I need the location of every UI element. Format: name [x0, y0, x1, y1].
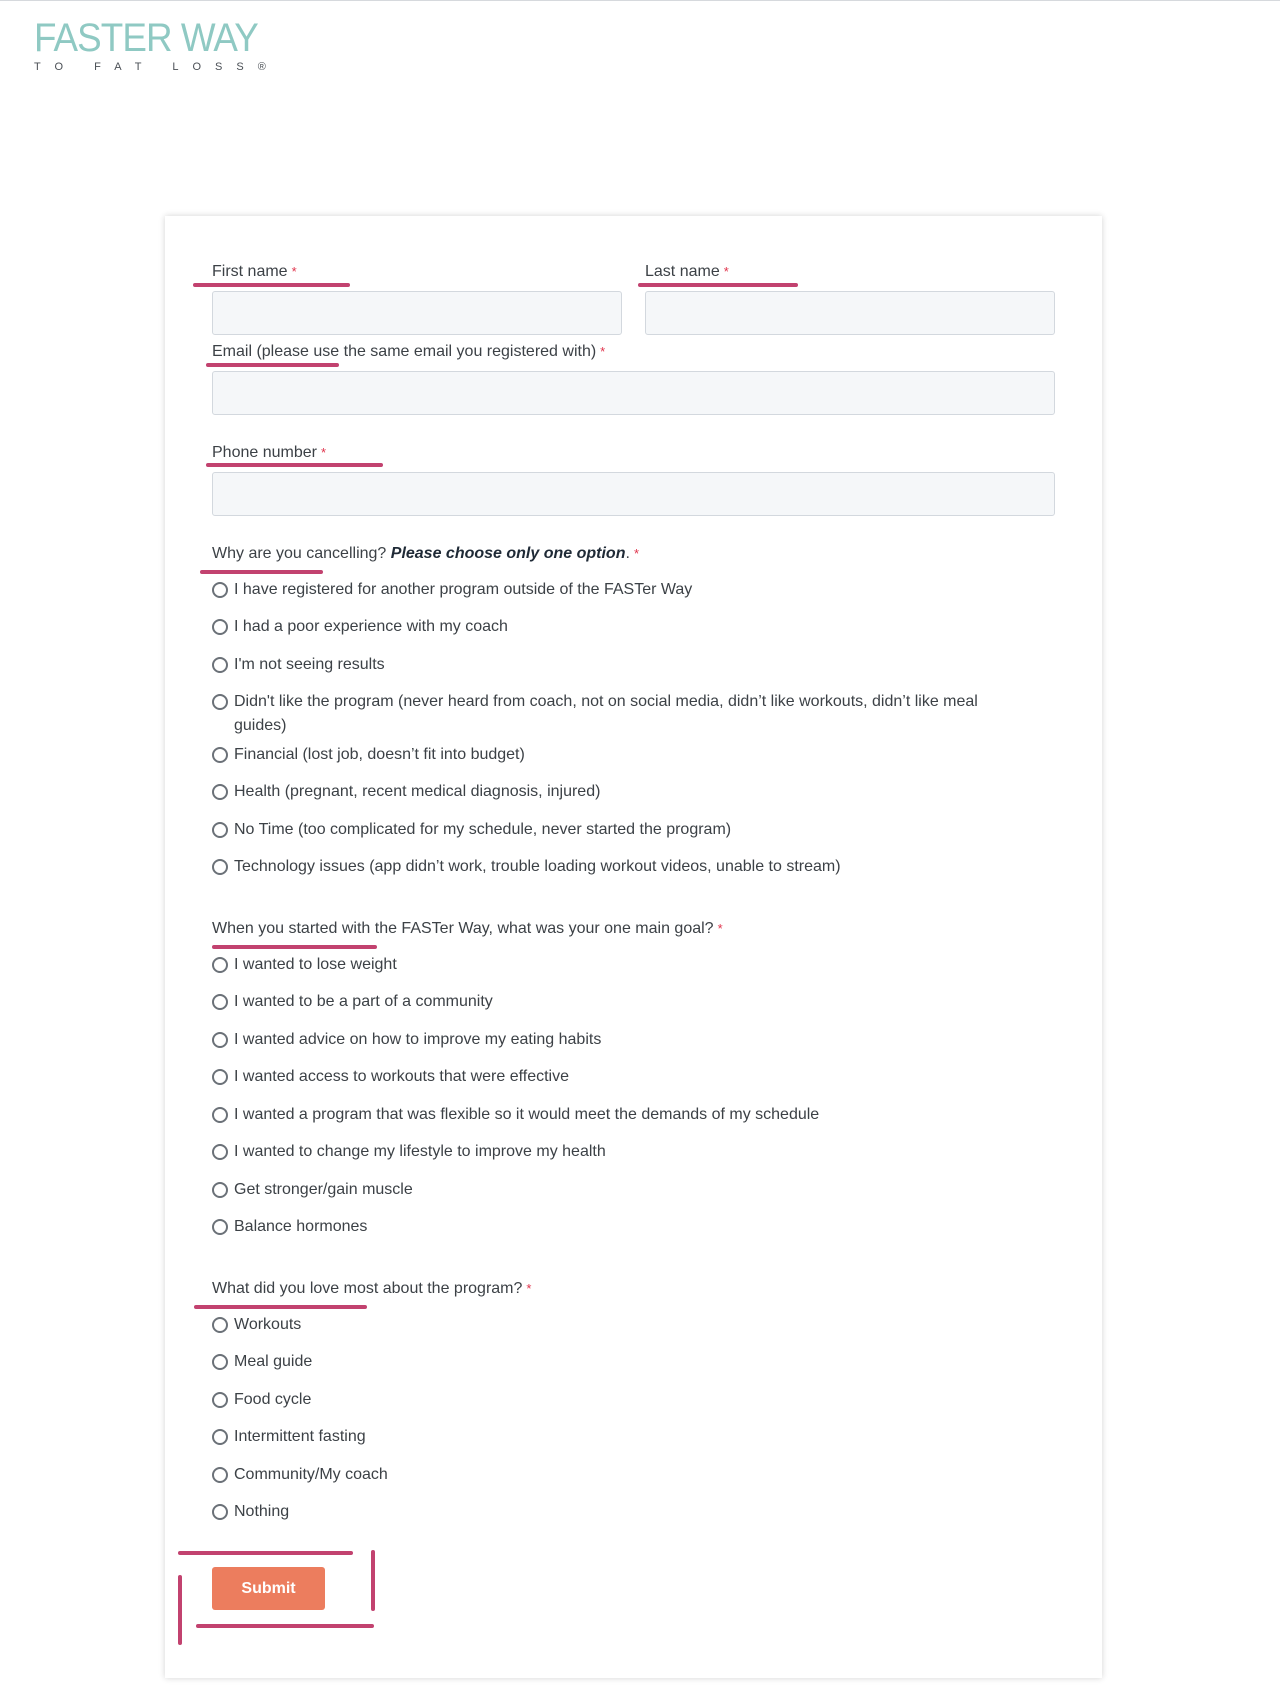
radio-button[interactable]: [212, 1317, 228, 1333]
phone-label: Phone number *: [212, 444, 327, 461]
first-name-input[interactable]: [212, 291, 622, 335]
annotation-box: [371, 1550, 375, 1611]
q1-option[interactable]: Health (pregnant, recent medical diagnosis, injured): [212, 780, 600, 804]
q2-option[interactable]: I wanted advice on how to improve my eating habits: [212, 1028, 601, 1052]
radio-button[interactable]: [212, 694, 228, 710]
q3-option[interactable]: Meal guide: [212, 1350, 312, 1374]
annotation-box: [178, 1551, 353, 1555]
q1-option[interactable]: Financial (lost job, doesn’t fit into budget): [212, 743, 525, 767]
radio-button[interactable]: [212, 784, 228, 800]
radio-button[interactable]: [212, 1219, 228, 1235]
q2-option[interactable]: I wanted to change my lifestyle to improve my health: [212, 1140, 606, 1164]
radio-button[interactable]: [212, 1392, 228, 1408]
q2-option[interactable]: I wanted access to workouts that were effective: [212, 1065, 569, 1089]
q3-option[interactable]: Community/My coach: [212, 1463, 388, 1487]
radio-button[interactable]: [212, 1467, 228, 1483]
q1-option[interactable]: Didn't like the program (never heard from coach, not on social media, didn’t like workouts, didn’t like meal guides): [212, 690, 1032, 738]
q2-label: When you started with the FASTer Way, what was your one main goal? *: [212, 920, 723, 937]
annotation-underline: [206, 463, 383, 467]
annotation-box: [196, 1624, 374, 1628]
radio-button[interactable]: [212, 1069, 228, 1085]
email-input[interactable]: [212, 371, 1055, 415]
q3-label: What did you love most about the program? *: [212, 1280, 532, 1297]
q2-option[interactable]: Balance hormones: [212, 1215, 367, 1239]
logo-tagline: TO FAT LOSS®: [34, 61, 280, 73]
radio-button[interactable]: [212, 1107, 228, 1123]
q1-emphasis: Please choose only one option: [390, 545, 626, 562]
q2-option[interactable]: I wanted to lose weight: [212, 953, 397, 977]
radio-button[interactable]: [212, 822, 228, 838]
q2-option[interactable]: I wanted to be a part of a community: [212, 990, 493, 1014]
annotation-box: [178, 1575, 182, 1645]
annotation-underline: [212, 945, 377, 949]
required-mark: *: [600, 344, 606, 359]
radio-button[interactable]: [212, 1354, 228, 1370]
q1-option[interactable]: No Time (too complicated for my schedule, never started the program): [212, 818, 731, 842]
radio-button[interactable]: [212, 747, 228, 763]
q2-option[interactable]: I wanted a program that was flexible so it would meet the demands of my schedule: [212, 1103, 819, 1127]
annotation-underline: [194, 1305, 367, 1309]
radio-button[interactable]: [212, 1032, 228, 1048]
radio-button[interactable]: [212, 957, 228, 973]
annotation-underline: [206, 363, 339, 367]
first-name-label: First name *: [212, 263, 297, 280]
logo-wordmark: FASTER WAY: [34, 16, 258, 60]
required-mark: *: [717, 921, 723, 936]
email-label: Email (please use the same email you registered with) *: [212, 343, 606, 360]
radio-button[interactable]: [212, 1182, 228, 1198]
cancellation-form: [165, 216, 1102, 1678]
annotation-underline: [638, 283, 798, 287]
radio-button[interactable]: [212, 859, 228, 875]
radio-button[interactable]: [212, 619, 228, 635]
annotation-underline: [200, 570, 323, 574]
required-mark: *: [291, 264, 297, 279]
q3-option[interactable]: Food cycle: [212, 1388, 311, 1412]
last-name-input[interactable]: [645, 291, 1055, 335]
q3-option[interactable]: Workouts: [212, 1313, 301, 1337]
annotation-underline: [193, 283, 350, 287]
required-mark: *: [723, 264, 729, 279]
phone-input[interactable]: [212, 472, 1055, 516]
q1-label: Why are you cancelling? Please choose only one option. *: [212, 545, 639, 562]
required-mark: *: [633, 546, 639, 561]
faster-way-logo[interactable]: [34, 18, 280, 73]
radio-button[interactable]: [212, 1144, 228, 1160]
radio-button[interactable]: [212, 994, 228, 1010]
required-mark: *: [320, 445, 327, 460]
q3-option[interactable]: Nothing: [212, 1500, 289, 1524]
radio-button[interactable]: [212, 1429, 228, 1445]
radio-button[interactable]: [212, 582, 228, 598]
top-divider: [0, 0, 1280, 1]
required-mark: *: [526, 1281, 532, 1296]
q2-option[interactable]: Get stronger/gain muscle: [212, 1178, 413, 1202]
submit-button[interactable]: Submit: [212, 1567, 325, 1610]
q1-option[interactable]: I'm not seeing results: [212, 653, 385, 677]
radio-button[interactable]: [212, 1504, 228, 1520]
q1-option[interactable]: I had a poor experience with my coach: [212, 615, 508, 639]
radio-button[interactable]: [212, 657, 228, 673]
last-name-label: Last name *: [645, 263, 729, 280]
q1-option[interactable]: I have registered for another program outside of the FASTer Way: [212, 578, 692, 602]
q1-option[interactable]: Technology issues (app didn’t work, trouble loading workout videos, unable to stream): [212, 855, 841, 879]
q3-option[interactable]: Intermittent fasting: [212, 1425, 366, 1449]
